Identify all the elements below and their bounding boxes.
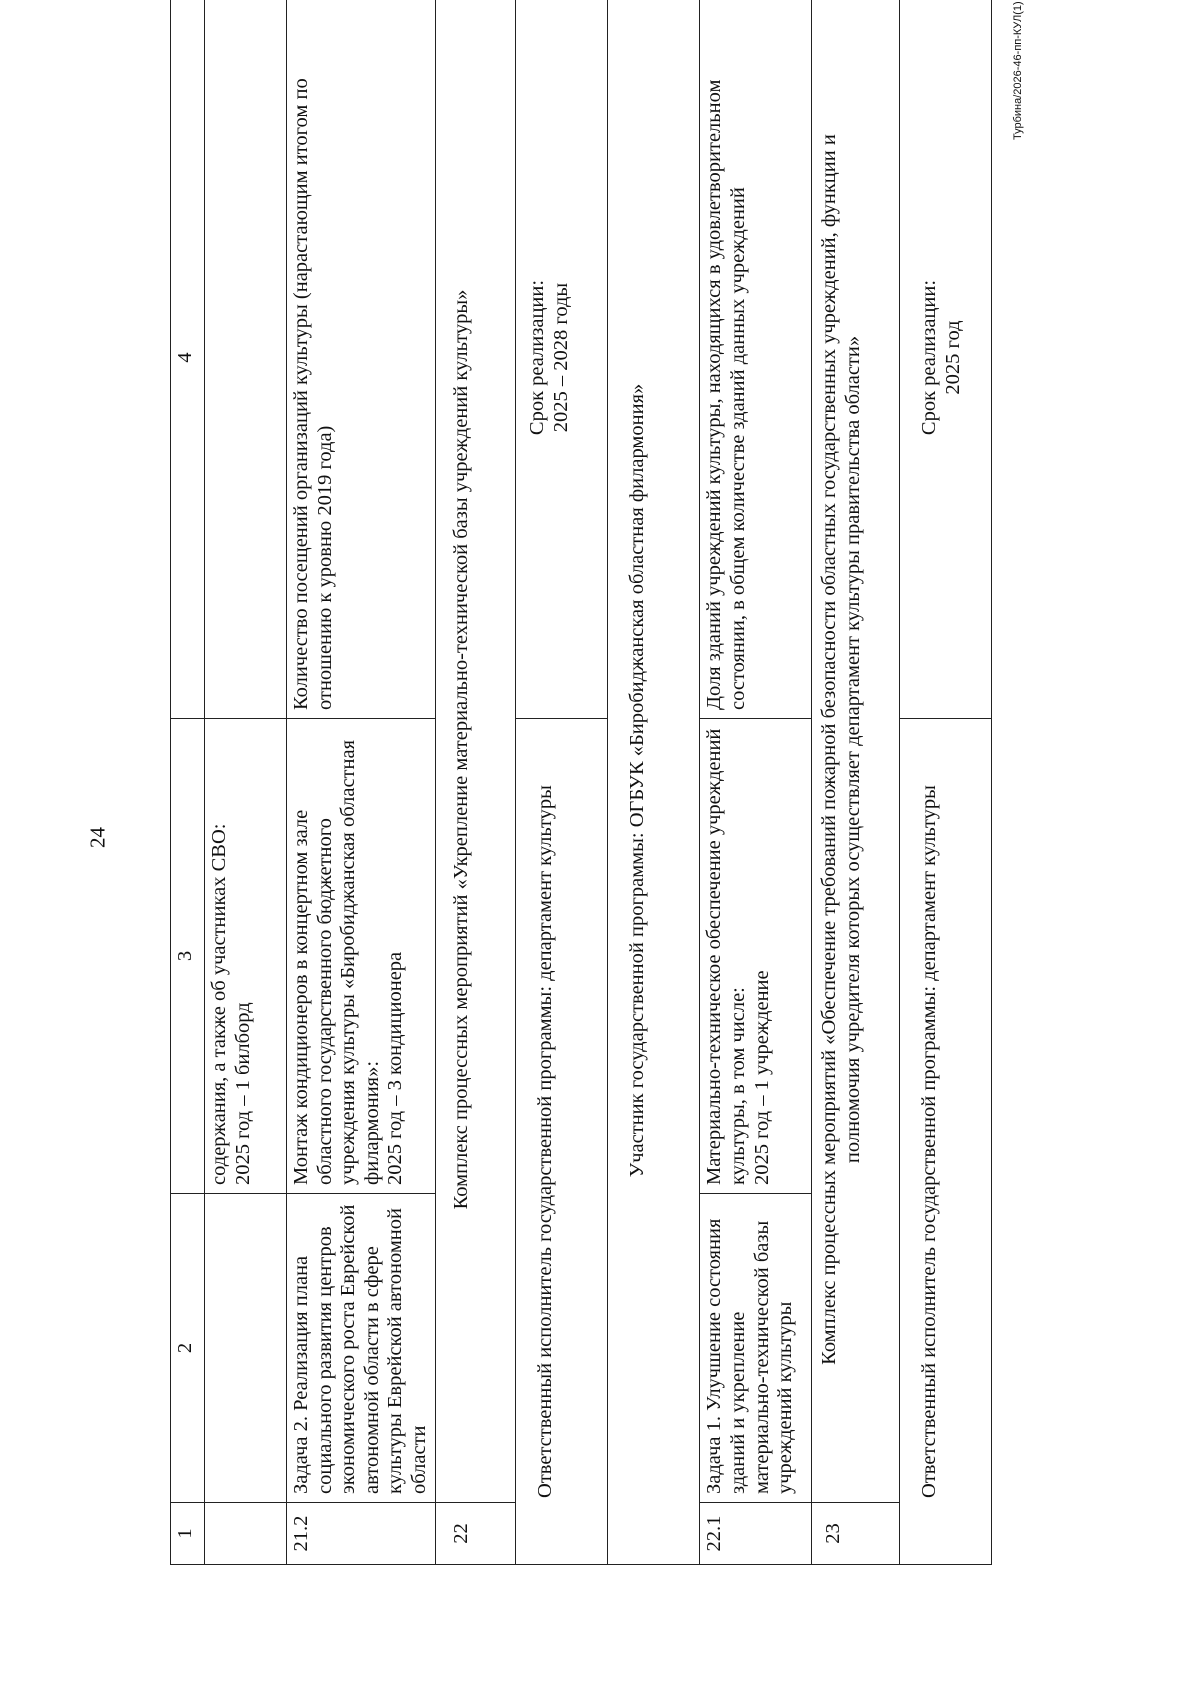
complex-title: Комплекс процессных мероприятий «Укрепление материально-технической базы учреждений культуры» — [436, 0, 516, 1503]
participant-cell — [608, 0, 700, 1565]
indicator-cell: Количество посещений организаций культуры (нарастающим итогом по отношению к уровню 2019 года) — [287, 0, 436, 719]
result-cell: Материально-техническое обеспечение учреждений культуры, в том числе: 2025 год – 1 учреждение — [700, 719, 812, 1194]
result-cell: Монтаж кондиционеров в концертном зале областного государственного бюджетного учреждения культуры «Биробиджанская областная филармония»: 2025 год – 3 кондиционера — [287, 719, 436, 1194]
indicator-cell: Доля зданий учреждений культуры, находящихся в удовлетворительном состоянии, в общем количестве зданий данных учреждений — [700, 0, 812, 719]
complex-title-line-2: полномочия учредителя которых осуществляет департамент культуры правительства области» — [841, 335, 864, 1164]
document-footer-code: Турбина/2026-46-пп-КУЛ(1) — [1012, 1, 1024, 140]
row-number: 21.2 — [287, 1503, 436, 1565]
term-label: Срок реализации: — [918, 279, 941, 436]
term-value: 2025 год — [941, 320, 964, 395]
rotated-content — [170, 65, 1050, 1565]
row-number: 22.1 — [700, 1503, 812, 1565]
term-cell — [900, 0, 992, 719]
responsible-executor — [516, 719, 608, 1565]
task-cell: Задача 1. Улучшение состояния зданий и укрепление материально-технической базы учреждений культуры — [700, 1194, 812, 1503]
complex-row-22 — [436, 0, 516, 1565]
responsible-row-22 — [516, 0, 608, 1565]
table-row — [287, 0, 436, 1565]
table-row — [205, 0, 287, 1565]
term-label: Срок реализации: — [526, 279, 549, 436]
participant-text: Участник государственной программы: ОГБУК «Биробиджанская областная филармония» — [626, 383, 649, 1178]
page-number: 24 — [85, 827, 110, 848]
row-number: 22 — [436, 1503, 516, 1565]
participant-row-22 — [608, 0, 700, 1565]
table-row — [700, 0, 812, 1565]
result-cell: содержания, а также об участниках СВО: 2025 год – 1 билборд — [205, 719, 287, 1194]
task-cell — [205, 1194, 287, 1503]
complex-title — [812, 0, 900, 1503]
responsible-text: Ответственный исполнитель государственной программы: департамент культуры — [534, 785, 557, 1498]
complex-row-23 — [812, 0, 900, 1565]
responsible-executor — [900, 719, 992, 1565]
responsible-row-23 — [900, 0, 992, 1565]
program-table — [170, 0, 992, 1565]
header-col-2: 2 — [171, 1194, 205, 1503]
indicator-cell — [205, 0, 287, 719]
row-number — [205, 1503, 287, 1565]
responsible-text: Ответственный исполнитель государственной программы: департамент культуры — [918, 785, 941, 1498]
header-col-3: 3 — [171, 719, 205, 1194]
complex-title-line-1: Комплекс процессных мероприятий «Обеспечение требований пожарной безопасности областных государственных учреждений, функции и — [818, 134, 841, 1365]
term-cell — [516, 0, 608, 719]
task-cell: Задача 2. Реализация плана социального развития центров экономического роста Еврейской автономной области в сфере культуры Еврейской автономной области — [287, 1194, 436, 1503]
header-col-1: 1 — [171, 1503, 205, 1565]
table-header-row — [171, 0, 205, 1565]
row-number: 23 — [812, 1503, 900, 1565]
term-value: 2025 – 2028 годы — [549, 282, 572, 433]
header-col-4: 4 — [171, 0, 205, 719]
